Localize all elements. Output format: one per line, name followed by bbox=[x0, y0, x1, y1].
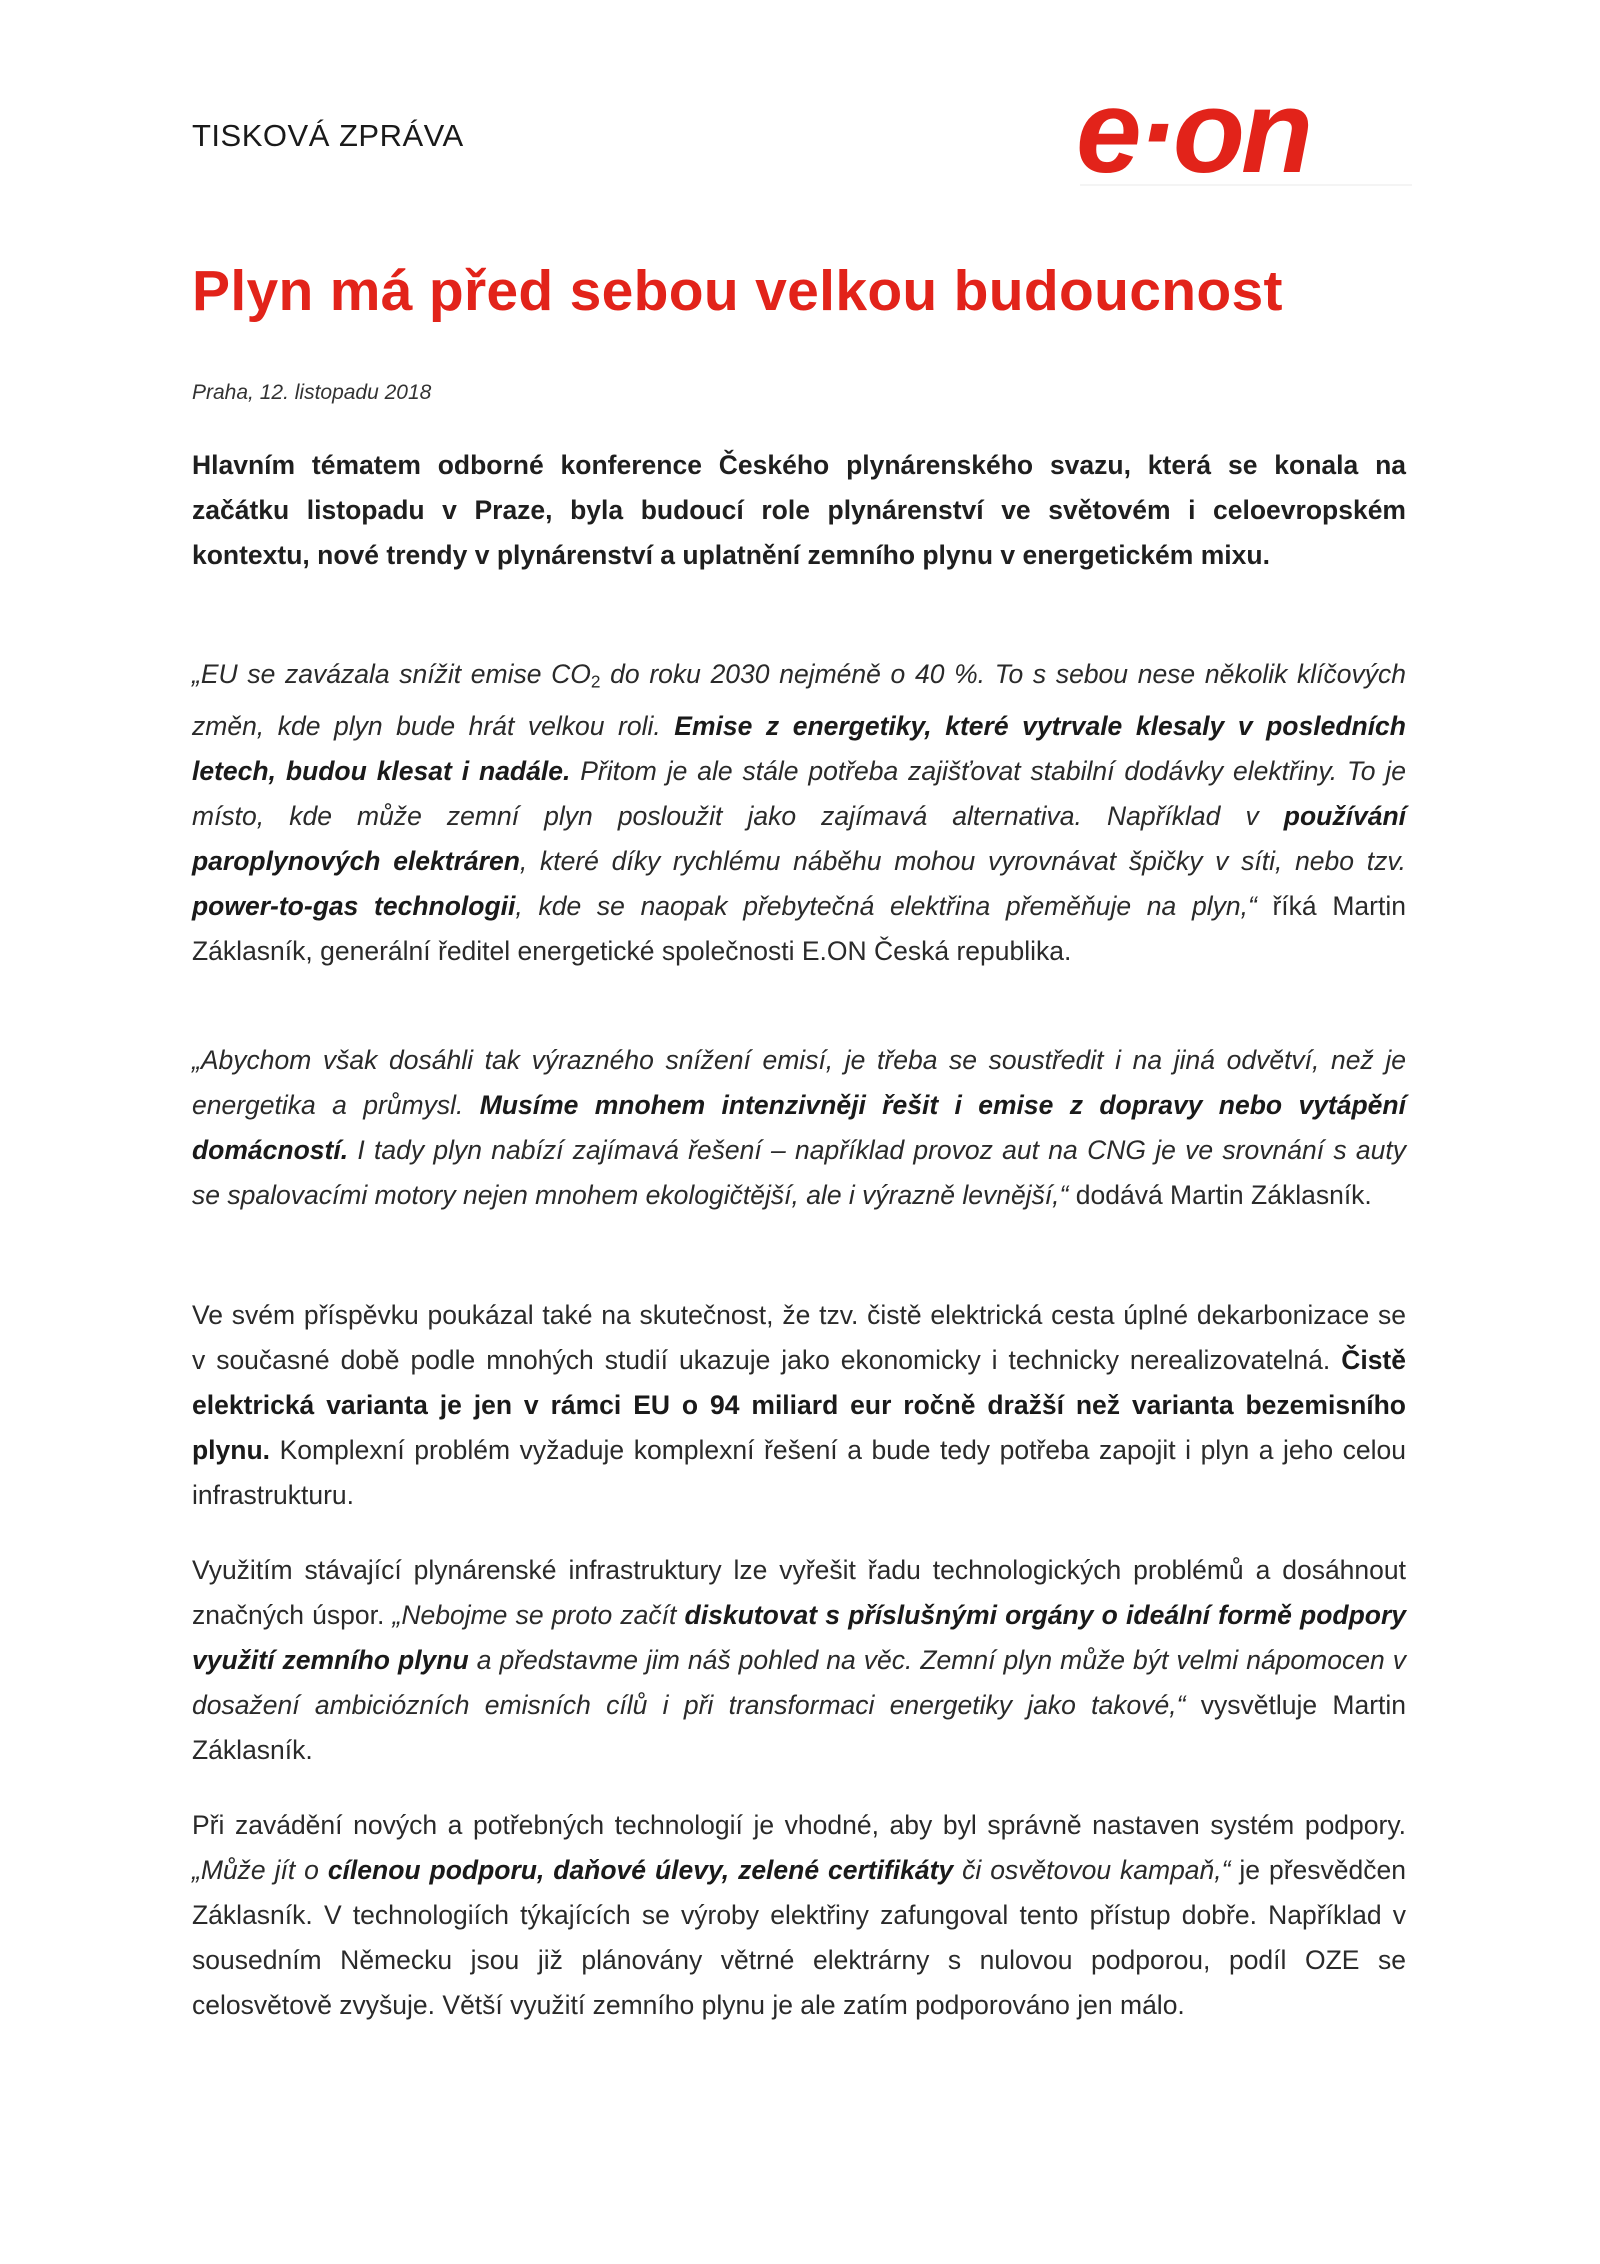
emphasis-text: Musíme mnohem intenzivněji řešit i emise z dopravy nebo vytápění domácností. bbox=[192, 1090, 1406, 1165]
attribution-text: říká Martin Záklasník, generální ředitel energetické společnosti E.ON Česká republika. bbox=[192, 891, 1406, 967]
quote-text: „Může jít o bbox=[192, 1855, 328, 1885]
body-text: Ve svém příspěvku poukázal také na skutečnost, že tzv. čistě elektrická cesta úplné dekarbonizace se v současné době podle mnohých studií ukazuje jako ekonomicky i technicky nerealizovatelná. bbox=[192, 1300, 1406, 1375]
lead-paragraph: Hlavním tématem odborné konference Českého plynárenského svazu, která se konala na začátku listopadu v Praze, byla budoucí role plynárenství ve světovém i celoevropském kontextu, nové trendy v plynárenství a uplatnění zemního plynu v energetickém mixu. bbox=[192, 450, 1406, 570]
quote-text: „Nebojme se proto začít bbox=[392, 1600, 685, 1630]
body-paragraph-2 bbox=[192, 1038, 1406, 1218]
subscript: 2 bbox=[590, 671, 601, 692]
body-text: Při zavádění nových a potřebných technologií je vhodné, aby byl správně nastaven systém podpory. bbox=[192, 1810, 1406, 1840]
emphasis-text: power-to-gas technologii bbox=[192, 891, 516, 922]
emphasis-text: diskutovat s příslušnými orgány o ideální formě podpory využití zemního plynu bbox=[192, 1600, 1406, 1675]
body-paragraph-5 bbox=[192, 1803, 1406, 2028]
eon-logo-wordmark: e·on bbox=[1076, 84, 1310, 186]
body-text: Využitím stávající plynárenské infrastruktury lze vyřešit řadu technologických problémů a dosáhnout značných úspor. bbox=[192, 1555, 1406, 1630]
quote-text: do roku 2030 nejméně o 40 %. To s sebou nese několik klíčových změn, kde plyn bude hrát velkou roli. bbox=[192, 659, 1406, 742]
body-paragraph-1 bbox=[192, 652, 1406, 974]
body-text: Komplexní problém vyžaduje komplexní řešení a bude tedy potřeba zapojit i plyn a jeho celou infrastrukturu. bbox=[192, 1435, 1406, 1510]
quote-text: „Abychom však dosáhli tak výrazného snížení emisí, je třeba se soustředit i na jiná odvětví, než je energetika a průmysl. bbox=[192, 1045, 1406, 1120]
quote-text: Přitom je ale stále potřeba zajišťovat stabilní dodávky elektřiny. To je místo, kde může zemní plyn posloužit jako zajímavá alternativa. Například v bbox=[192, 756, 1407, 832]
body-paragraph-4 bbox=[192, 1548, 1406, 1773]
quote-text: či osvětovou kampaň,“ bbox=[953, 1855, 1231, 1885]
attribution-text: dodává Martin Záklasník. bbox=[1068, 1180, 1372, 1210]
eon-logo bbox=[1076, 84, 1416, 186]
dateline: Praha, 12. listopadu 2018 bbox=[192, 381, 432, 404]
quote-text: „EU se zavázala snížit emise CO bbox=[192, 659, 591, 689]
quote-text: , kde se naopak přebytečná elektřina přeměňuje na plyn,“ bbox=[515, 891, 1257, 922]
quote-text: , které díky rychlému náběhu mohou vyrovnávat špičky v síti, nebo tzv. bbox=[519, 846, 1406, 877]
quote-text: a představme jim náš pohled na věc. Zemní plyn může být velmi nápomocen v dosažení ambiciózních emisních cílů i při transformaci energetiky jako takové,“ bbox=[192, 1645, 1406, 1720]
emphasis-text: Emise z energetiky, které vytrvale klesaly v posledních letech, budou klesat i nadále. bbox=[192, 711, 1406, 787]
emphasis-text: používání paroplynových elektráren bbox=[192, 801, 1406, 877]
page-title: Plyn má před sebou velkou budoucnost bbox=[192, 259, 1283, 323]
body-paragraph-3 bbox=[192, 1293, 1406, 1518]
emphasis-text: Čistě elektrická varianta je jen v rámci EU o 94 miliard eur ročně dražší než varianta bezemisního plynu. bbox=[192, 1345, 1406, 1465]
attribution-text: vysvětluje Martin Záklasník. bbox=[192, 1690, 1407, 1765]
emphasis-text: cílenou podporu, daňové úlevy, zelené certifikáty bbox=[327, 1855, 954, 1885]
body-text: je přesvědčen Záklasník. V technologiích týkajících se výroby elektřiny zafungoval tento přístup dobře. Například v sousedním Německu jsou již plánovány větrné elektrárny s nulovou podporou, podíl OZE se celosvětově zvyšuje. Větší využití zemního plynu je ale zatím podporováno jen málo. bbox=[192, 1855, 1406, 2020]
document-type-label: TISKOVÁ ZPRÁVA bbox=[192, 118, 464, 153]
quote-text: I tady plyn nabízí zajímavá řešení – například provoz aut na CNG je ve srovnání s auty se spalovacími motory nejen mnohem ekologičtější, ale i výrazně levnější,“ bbox=[192, 1135, 1406, 1210]
